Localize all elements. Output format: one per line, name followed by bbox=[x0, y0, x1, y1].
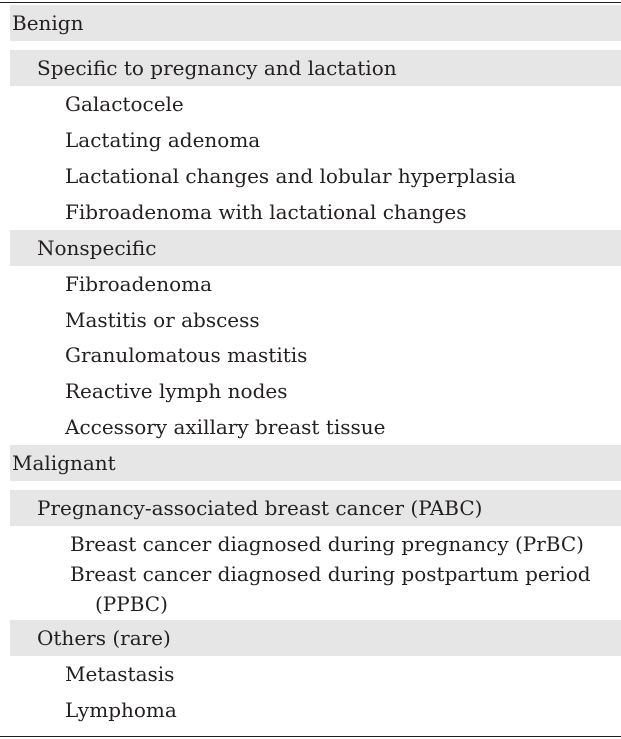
list-item: Mastitis or abscess bbox=[65, 308, 260, 332]
list-item: Fibroadenoma bbox=[65, 272, 213, 296]
list-item: Galactocele bbox=[65, 92, 184, 116]
list-item: Breast cancer diagnosed during pregnancy (PrBC) bbox=[70, 532, 584, 556]
list-item: Lymphoma bbox=[65, 698, 177, 722]
list-item: Accessory axillary breast tissue bbox=[65, 415, 386, 439]
group-others-rare: Others (rare) bbox=[10, 620, 621, 656]
list-item: Lactating adenoma bbox=[65, 128, 261, 152]
list-item: Metastasis bbox=[65, 662, 175, 686]
group-pabc: Pregnancy-associated breast cancer (PABC) bbox=[10, 490, 621, 526]
group-nonspecific: Nonspecific bbox=[10, 230, 621, 266]
list-item: Granulomatous mastitis bbox=[65, 343, 308, 367]
group-specific-to-pregnancy: Specific to pregnancy and lactation bbox=[10, 50, 621, 86]
bottom-rule bbox=[0, 736, 621, 737]
list-item: Breast cancer diagnosed during postpartum period bbox=[70, 562, 591, 586]
list-item-continuation: (PPBC) bbox=[95, 592, 168, 616]
top-rule bbox=[0, 2, 621, 3]
section-benign: Benign bbox=[10, 5, 621, 41]
list-item: Fibroadenoma with lactational changes bbox=[65, 200, 467, 224]
list-item: Reactive lymph nodes bbox=[65, 379, 288, 403]
section-malignant: Malignant bbox=[10, 445, 621, 481]
list-item: Lactational changes and lobular hyperplasia bbox=[65, 164, 516, 188]
